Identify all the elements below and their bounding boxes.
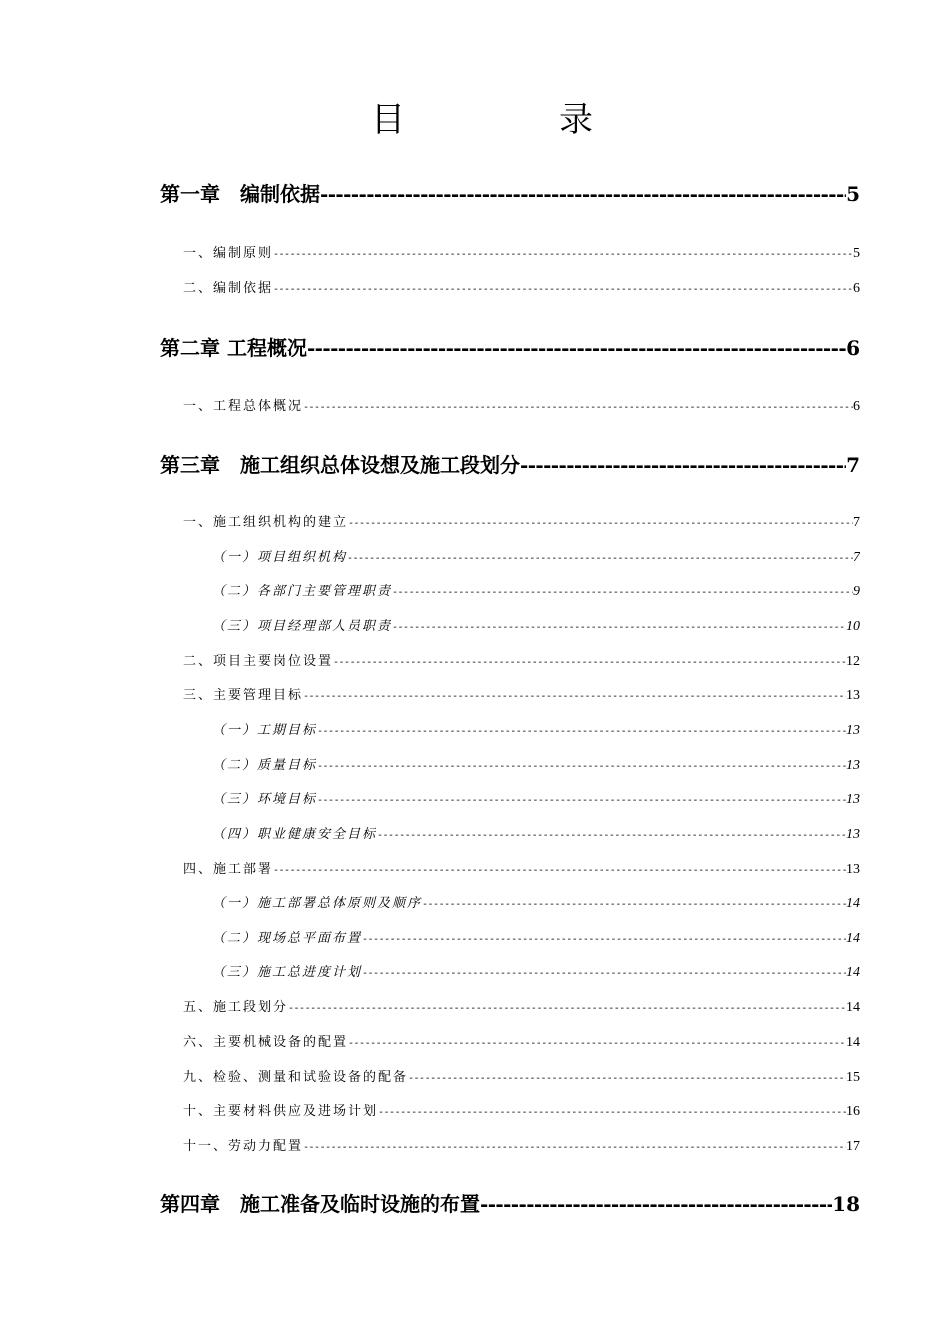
- toc-label: （一）施工部署总体原则及顺序: [212, 896, 423, 911]
- toc-entry[interactable]: [212, 788, 860, 808]
- toc-label: 九、检验、测量和试验设备的配备: [183, 1070, 409, 1085]
- dot-leader: [347, 553, 853, 564]
- toc-entry[interactable]: [212, 615, 860, 635]
- toc-entry[interactable]: [212, 961, 860, 981]
- dot-leader: [303, 402, 853, 413]
- toc-page-number: 6: [846, 336, 860, 360]
- page-title: 目 录: [371, 100, 653, 140]
- toc-entry[interactable]: [183, 242, 860, 262]
- dot-leader: [273, 865, 846, 876]
- toc-label: （三）施工总进度计划: [212, 965, 363, 980]
- toc-label: （二）现场总平面布置: [212, 931, 363, 946]
- dot-leader: [392, 622, 846, 633]
- dot-leader: [288, 1003, 846, 1014]
- dot-leader: [273, 284, 853, 295]
- toc-page-number: 16: [846, 1104, 860, 1119]
- toc-page-number: 6: [853, 281, 860, 296]
- toc-label: 三、主要管理目标: [183, 688, 304, 703]
- toc-label: 四、施工部署: [183, 862, 274, 877]
- toc-entry[interactable]: [183, 1066, 860, 1086]
- dot-leader: [317, 726, 846, 737]
- toc-entry[interactable]: [183, 511, 860, 531]
- toc-entry[interactable]: [212, 892, 860, 912]
- toc-page-number: 14: [846, 1000, 860, 1015]
- toc-entry[interactable]: [212, 580, 860, 600]
- toc-page-number: 7: [846, 453, 860, 477]
- toc-entry[interactable]: [160, 1188, 860, 1217]
- dot-leader: [480, 1192, 832, 1216]
- toc-label: 第二章 工程概况: [160, 336, 307, 360]
- dot-leader: [348, 518, 853, 529]
- dot-leader: [317, 795, 846, 806]
- toc-label: 一、编制原则: [183, 246, 274, 261]
- toc-page-number: 7: [853, 515, 860, 530]
- dot-leader: [317, 761, 846, 772]
- toc-entry[interactable]: [160, 178, 860, 207]
- toc-entry[interactable]: [183, 684, 860, 704]
- toc-page-number: 14: [846, 965, 860, 980]
- toc-page-number: 14: [846, 931, 860, 946]
- toc-label: 五、施工段划分: [183, 1000, 289, 1015]
- toc-label: 第四章 施工准备及临时设施的布置: [160, 1192, 480, 1216]
- toc-page-number: 18: [832, 1192, 860, 1216]
- toc-label: （一）工期目标: [212, 723, 318, 738]
- toc-label: （一）项目组织机构: [212, 550, 348, 565]
- toc-page-number: 10: [846, 619, 860, 634]
- dot-leader: [307, 336, 846, 360]
- toc-label: （二）各部门主要管理职责: [212, 584, 393, 599]
- toc-label: （二）质量目标: [212, 758, 318, 773]
- toc-label: 十、主要材料供应及进场计划: [183, 1104, 379, 1119]
- toc-page-number: 13: [846, 827, 860, 842]
- dot-leader: [333, 657, 846, 668]
- toc-page-number: 13: [846, 862, 860, 877]
- toc-entry[interactable]: [212, 823, 860, 843]
- dot-leader: [303, 1142, 846, 1153]
- toc-entry[interactable]: [212, 754, 860, 774]
- toc-label: 一、施工组织机构的建立: [183, 515, 349, 530]
- dot-leader: [320, 182, 846, 206]
- toc-entry[interactable]: [212, 927, 860, 947]
- toc-page-number: 15: [846, 1070, 860, 1085]
- dot-leader: [377, 830, 846, 841]
- toc-entry[interactable]: [212, 546, 860, 566]
- toc-entry[interactable]: [212, 719, 860, 739]
- dot-leader: [520, 453, 846, 477]
- dot-leader: [408, 1073, 846, 1084]
- toc-entry[interactable]: [183, 996, 860, 1016]
- dot-leader: [392, 587, 853, 598]
- dot-leader: [378, 1107, 846, 1118]
- toc-label: （四）职业健康安全目标: [212, 827, 378, 842]
- dot-leader: [348, 1038, 846, 1049]
- toc-entry[interactable]: [183, 1031, 860, 1051]
- toc-page-number: 14: [846, 1035, 860, 1050]
- toc-entry[interactable]: [183, 1100, 860, 1120]
- toc-entry[interactable]: [160, 449, 860, 478]
- toc-page-number: 6: [853, 399, 860, 414]
- dot-leader: [303, 691, 846, 702]
- toc-label: 第三章 施工组织总体设想及施工段划分: [160, 453, 520, 477]
- toc-entry[interactable]: [160, 332, 860, 361]
- toc-label: 六、主要机械设备的配置: [183, 1035, 349, 1050]
- toc-page-number: 13: [846, 758, 860, 773]
- toc-label: 第一章 编制依据: [160, 182, 320, 206]
- toc-page-number: 14: [846, 896, 860, 911]
- dot-leader: [273, 249, 853, 260]
- toc-label: 二、编制依据: [183, 281, 274, 296]
- toc-label: 十一、劳动力配置: [183, 1139, 304, 1154]
- toc-label: （三）环境目标: [212, 792, 318, 807]
- toc-label: （三）项目经理部人员职责: [212, 619, 393, 634]
- toc-label: 一、工程总体概况: [183, 399, 304, 414]
- toc-page-number: 5: [846, 182, 860, 206]
- toc-entry[interactable]: [183, 395, 860, 415]
- toc-page-number: 12: [846, 654, 860, 669]
- dot-leader: [362, 968, 846, 979]
- toc-entry[interactable]: [183, 277, 860, 297]
- toc-entry[interactable]: [183, 650, 860, 670]
- toc-page-number: 13: [846, 723, 860, 738]
- toc-page-number: 13: [846, 792, 860, 807]
- dot-leader: [362, 934, 846, 945]
- toc-page-number: 13: [846, 688, 860, 703]
- toc-page-number: 7: [853, 550, 860, 565]
- toc-page-number: 17: [846, 1139, 860, 1154]
- toc-entry[interactable]: [183, 1135, 860, 1155]
- toc-page-number: 5: [853, 246, 860, 261]
- toc-page-number: 9: [853, 584, 860, 599]
- toc-label: 二、项目主要岗位设置: [183, 654, 334, 669]
- toc-entry[interactable]: [183, 858, 860, 878]
- dot-leader: [422, 899, 846, 910]
